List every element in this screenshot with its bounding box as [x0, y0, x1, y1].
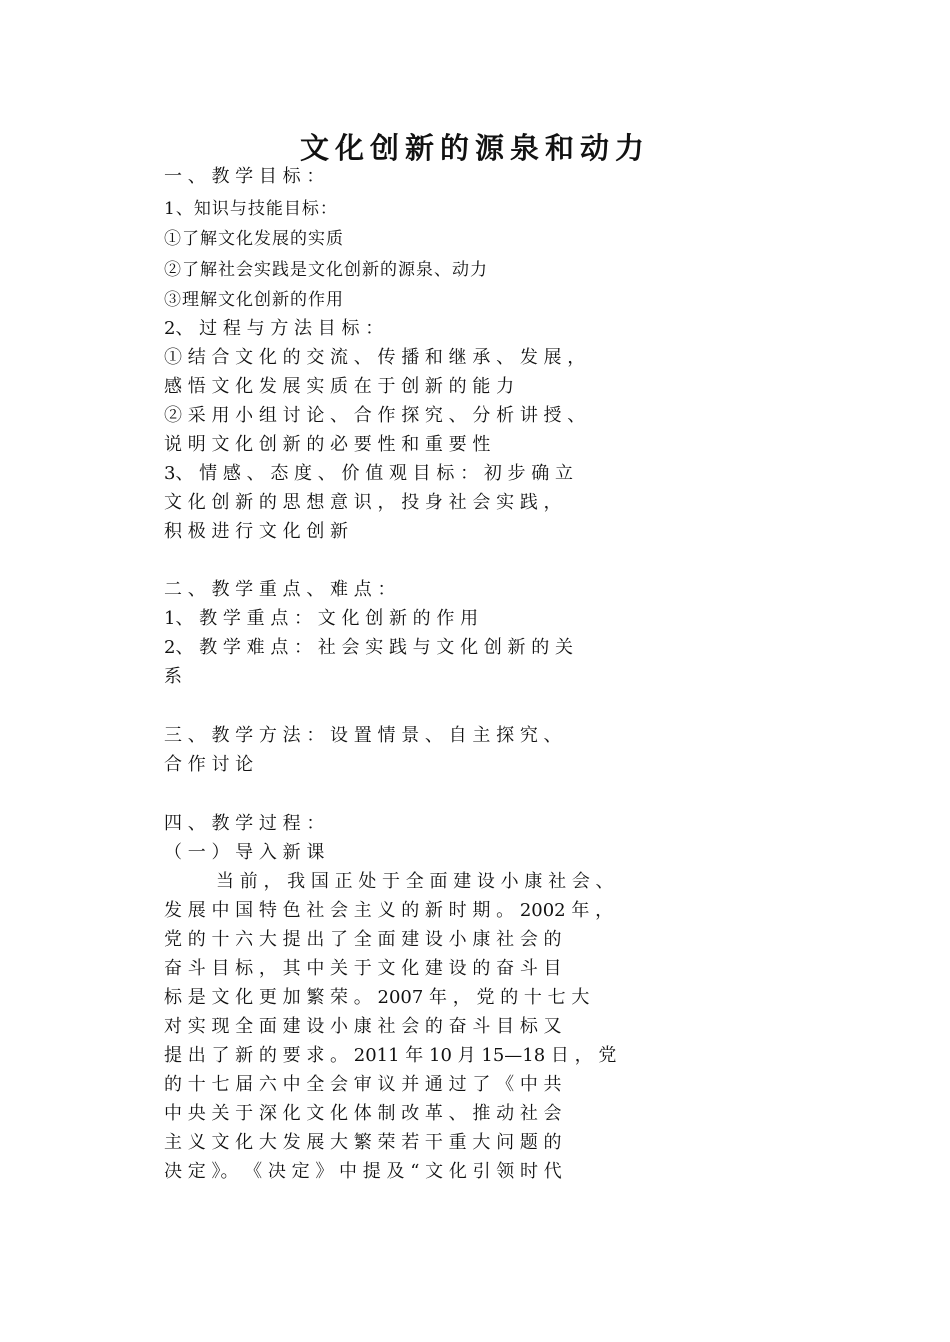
section-2-heading: 二 、 教 学 重 点 、 难 点 ： — [164, 579, 396, 600]
emotion-goal-heading: 3、 情 感 、 态 度 、 价 值 观 目 标 ： 初 步 确 立 — [164, 463, 573, 484]
difficult-point-line: 2、 教 学 难 点 ： 社 会 实 践 与 文 化 创 新 的 关 — [164, 637, 573, 658]
section-1-heading: 一 、 教 学 目 标 ： — [164, 166, 325, 187]
process-goal-heading: 2、 过 程 与 方 法 目 标 ： — [164, 318, 384, 339]
key-point-line: 1、 教 学 重 点 ： 文 化 创 新 的 作 用 — [164, 608, 479, 629]
knowledge-goal-heading: 1、知识与技能目标： — [164, 199, 338, 219]
section-3-heading: 三 、 教 学 方 法 ： 设 置 情 景 、 自 主 探 究 、 — [164, 725, 562, 746]
document-title: 文化创新的源泉和动力 — [299, 131, 650, 165]
paragraph-line: 党 的 十 六 大 提 出 了 全 面 建 设 小 康 社 会 的 — [164, 929, 562, 950]
paragraph-line: 对 实 现 全 面 建 设 小 康 社 会 的 奋 斗 目 标 又 — [164, 1016, 562, 1037]
text-line: 积 极 进 行 文 化 创 新 — [164, 521, 349, 542]
paragraph-line: 中 央 关 于 深 化 文 化 体 制 改 革 、 推 动 社 会 — [164, 1103, 562, 1124]
paragraph-line: 提 出 了 新 的 要 求 。 2011 年 10 月 15—18 日 ， 党 — [164, 1045, 617, 1066]
paragraph-line: 的 十 七 届 六 中 全 会 审 议 并 通 过 了 《 中 共 — [164, 1074, 562, 1095]
paragraph-line: 决 定 》。 《 决 定 》 中 提 及 “ 文 化 引 领 时 代 — [164, 1161, 562, 1182]
knowledge-goal-item-1: ①了解文化发展的实质 — [164, 229, 344, 249]
text-line: 感 悟 文 化 发 展 实 质 在 于 创 新 的 能 力 — [164, 376, 515, 397]
paragraph-line: 标 是 文 化 更 加 繁 荣 。 2007 年 ， 党 的 十 七 大 — [164, 987, 590, 1008]
text-line: 说 明 文 化 创 新 的 必 要 性 和 重 要 性 — [164, 434, 491, 455]
subsection-heading: （ 一 ） 导 入 新 课 — [164, 842, 325, 863]
paragraph-line: 主 义 文 化 大 发 展 大 繁 荣 若 干 重 大 问 题 的 — [164, 1132, 562, 1153]
text-line: ② 采 用 小 组 讨 论 、 合 作 探 究 、 分 析 讲 授 、 — [164, 405, 586, 426]
knowledge-goal-item-2: ②了解社会实践是文化创新的源泉、动力 — [164, 260, 488, 280]
paragraph-line: 发 展 中 国 特 色 社 会 主 义 的 新 时 期 。 2002 年 ， — [164, 900, 614, 921]
section-4-heading: 四 、 教 学 过 程 ： — [164, 813, 325, 834]
paragraph-first-line: 当 前 ， 我 国 正 处 于 全 面 建 设 小 康 社 会 、 — [216, 871, 614, 892]
paragraph-line: 奋 斗 目 标 ， 其 中 关 于 文 化 建 设 的 奋 斗 目 — [164, 958, 562, 979]
knowledge-goal-item-3: ③理解文化创新的作用 — [164, 290, 344, 310]
text-line: 系 — [164, 666, 182, 687]
text-line: 文 化 创 新 的 思 想 意 识 ， 投 身 社 会 实 践 ， — [164, 492, 562, 513]
text-line: 合 作 讨 论 — [164, 754, 254, 775]
text-line: ① 结 合 文 化 的 交 流 、 传 播 和 继 承 、 发 展 ， — [164, 347, 586, 368]
